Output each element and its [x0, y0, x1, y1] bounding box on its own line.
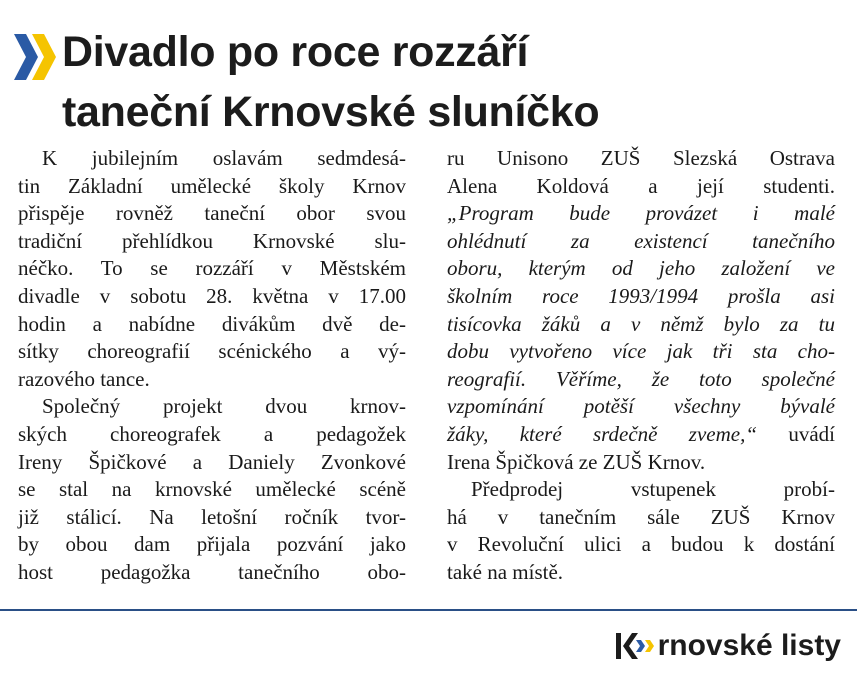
paragraph-line: v Revoluční ulici a budou k dostání: [447, 532, 835, 557]
paragraph-line: by obou dam přijala pozvání jako: [18, 532, 406, 557]
paragraph-line: Společný projekt dvou krnov-: [42, 394, 406, 419]
attribution-verb: uvádí: [757, 421, 836, 446]
paragraph-line: razového tance.: [18, 366, 150, 391]
quote-line: tisícovka žáků a v němž bylo za tu: [447, 311, 835, 336]
right-column: [447, 145, 835, 587]
paragraph-line: Ireny Špičkové a Daniely Zvonkové: [18, 449, 406, 474]
quote-line: vzpomínání potěší všechny bývalé: [447, 394, 835, 419]
paragraph-line: hodin a nabídne divákům dvě de-: [18, 311, 406, 336]
paragraph-line: ru Unisono ZUŠ Slezská Ostrava: [447, 146, 835, 170]
paragraph-line: divadle v sobotu 28. května v 17.00: [18, 283, 406, 308]
krnovske-listy-logo: [616, 628, 841, 664]
headline-line-1: Divadlo po roce rozzáří: [62, 28, 529, 76]
paragraph-line: Irena Špičková ze ZUŠ Krnov.: [447, 449, 706, 474]
left-column: [18, 145, 406, 587]
quote-line: ohlédnutí za existencí tanečního: [447, 228, 835, 253]
logo-text: rnovské listy: [657, 629, 841, 662]
quote-line: reografií. Věříme, že toto společné: [447, 366, 835, 391]
paragraph-line: host pedagožka tanečního obo-: [18, 559, 406, 584]
paragraph-line: Předprodej vstupenek probí-: [471, 477, 835, 502]
quote-line: školním roce 1993/1994 prošla asi: [447, 283, 835, 308]
paragraph-line: há v tanečním sále ZUŠ Krnov: [447, 504, 835, 529]
chevron-arrows-icon: [12, 30, 60, 84]
quote-line: „Program bude provázet i malé: [447, 201, 835, 226]
headline-text: [62, 22, 599, 142]
paragraph-line: přispěje rovněž taneční obor svou: [18, 201, 406, 226]
paragraph-line: tin Základní umělecké školy Krnov: [18, 173, 406, 198]
headline-line-2: taneční Krnovské sluníčko: [62, 88, 600, 136]
paragraph-line: se stal na krnovské umělecké scéně: [18, 477, 406, 502]
paragraph-line: néčko. To se rozzáří v Městském: [18, 256, 406, 281]
paragraph-line: již stálicí. Na letošní ročník tvor-: [18, 504, 406, 529]
quote-closing-line: [447, 421, 835, 449]
paragraph-line: tradiční přehlídkou Krnovské slu-: [18, 228, 406, 253]
footer-divider: [0, 609, 857, 611]
paragraph-line: K jubilejním oslavám sedmdesá-: [42, 146, 406, 170]
paragraph-line: také na místě.: [447, 559, 564, 584]
quote-line: dobu vytvořeno více jak tři sta cho-: [447, 339, 835, 364]
paragraph-line: sítky choreografií scénického a vý-: [18, 339, 406, 364]
logo-k-chevrons-icon: [616, 632, 656, 660]
paragraph-line: ských choreografek a pedagožek: [18, 421, 406, 446]
quote-end: žáky, které srdečně zveme,“: [447, 421, 758, 446]
paragraph-line: Alena Koldová a její studenti.: [447, 173, 835, 198]
quote-line: oboru, kterým od jeho založení ve: [447, 256, 835, 281]
